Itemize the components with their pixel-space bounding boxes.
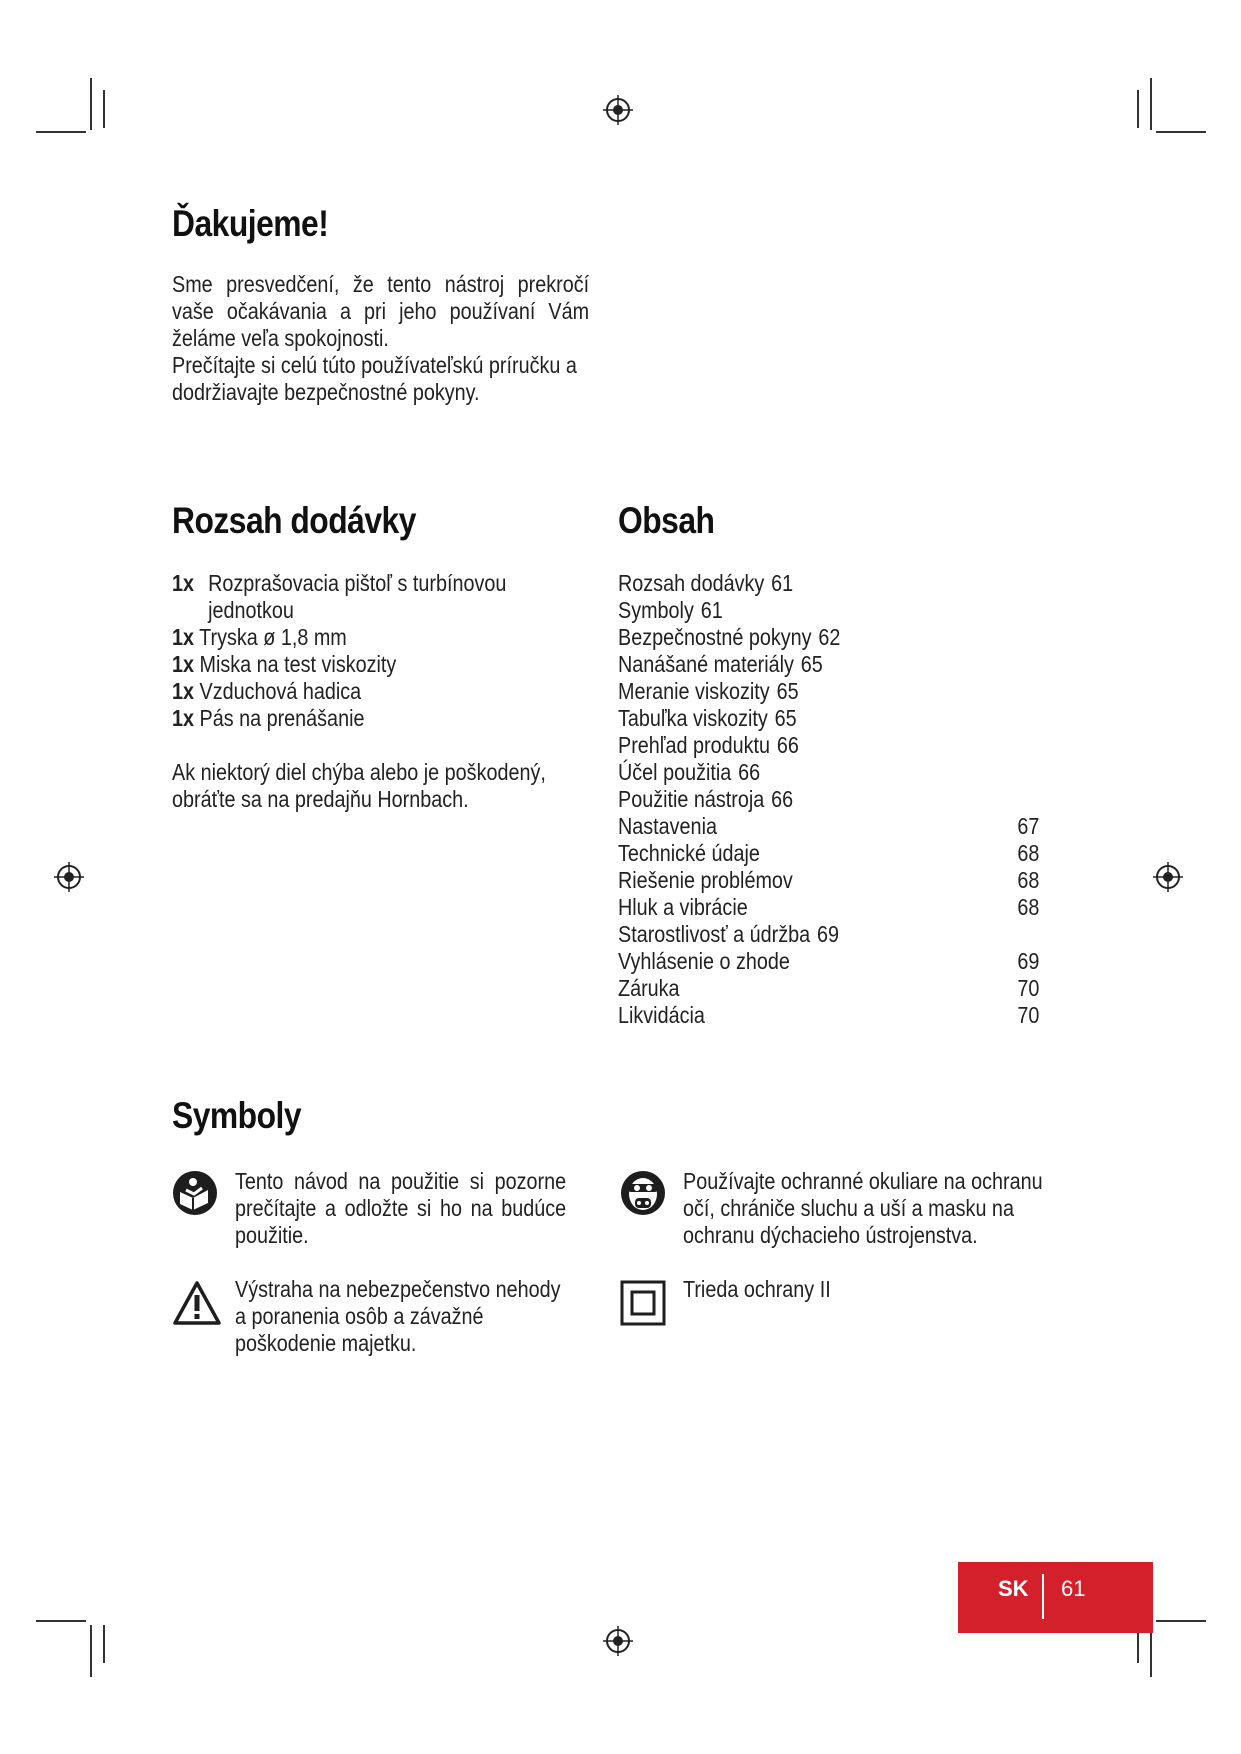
- delivery-item-text: Pás na prenášanie: [199, 705, 365, 731]
- toc-page: 66: [738, 759, 761, 785]
- toc-page: 65: [774, 705, 797, 731]
- toc-page: 69: [817, 921, 840, 947]
- thanks-paragraph: Sme presvedčení, že tento nástroj prekročí vaše očakávania a pri jeho používaní Vám želáme veľa spokojnosti.: [172, 271, 590, 351]
- delivery-qty: 1x: [172, 705, 195, 731]
- registration-mark-icon: [603, 95, 633, 125]
- toc-entry[interactable]: [618, 786, 1039, 813]
- toc-label: Riešenie problémov: [618, 867, 793, 893]
- warning-triangle-icon: [172, 1280, 222, 1326]
- toc-entry[interactable]: [618, 570, 1039, 597]
- toc-page: 70: [1017, 1002, 1040, 1028]
- read-manual-icon: [172, 1170, 218, 1216]
- toc-page: 68: [1017, 867, 1040, 893]
- delivery-item-text: Miska na test viskozity: [199, 651, 397, 677]
- thanks-text: [172, 271, 589, 406]
- delivery-qty: 1x: [172, 570, 195, 596]
- protective-gear-icon: [620, 1170, 666, 1216]
- toc-entry[interactable]: [618, 678, 1039, 705]
- toc-entry[interactable]: [618, 921, 1039, 948]
- toc-page: 61: [700, 597, 723, 623]
- delivery-item-text: Vzduchová hadica: [199, 678, 362, 704]
- toc-entry[interactable]: [618, 732, 1039, 759]
- toc-entry[interactable]: [618, 1002, 1039, 1029]
- thanks-paragraph: Prečítajte si celú túto používateľskú príručku a dodržiavajte bezpečnostné pokyny.: [172, 352, 577, 405]
- delivery-qty: 1x: [172, 651, 195, 677]
- toc-page: 65: [776, 678, 799, 704]
- toc-entry[interactable]: [618, 867, 1039, 894]
- toc-label: Likvidácia: [618, 1002, 705, 1028]
- toc-page: 70: [1017, 975, 1040, 1001]
- toc-label: Rozsah dodávky: [618, 570, 765, 596]
- delivery-list: [172, 570, 589, 813]
- registration-mark-icon: [54, 862, 84, 892]
- delivery-item-text: Tryska ø 1,8 mm: [199, 624, 347, 650]
- toc-page: 68: [1017, 840, 1040, 866]
- badge-divider: [1042, 1574, 1044, 1619]
- toc-label: Použitie nástroja: [618, 786, 765, 812]
- symbol-text: Trieda ochrany II: [683, 1276, 831, 1302]
- delivery-item: [172, 705, 589, 732]
- toc-page: 68: [1017, 894, 1040, 920]
- toc-entry[interactable]: [618, 948, 1039, 975]
- delivery-item: [172, 678, 589, 705]
- toc-label: Vyhlásenie o zhode: [618, 948, 790, 974]
- language-code: SK: [998, 1576, 1029, 1601]
- toc-page: 65: [800, 651, 823, 677]
- delivery-qty: 1x: [172, 678, 195, 704]
- toc-entry[interactable]: [618, 705, 1039, 732]
- toc-label: Hluk a vibrácie: [618, 894, 748, 920]
- toc-page: 66: [771, 786, 794, 812]
- toc-entry[interactable]: [618, 813, 1039, 840]
- contents-title: Obsah: [618, 500, 715, 541]
- registration-mark-icon: [603, 1626, 633, 1656]
- toc-page: 62: [818, 624, 841, 650]
- delivery-qty: 1x: [172, 624, 195, 650]
- toc-label: Záruka: [618, 975, 680, 1001]
- symbol-text: Používajte ochranné okuliare na ochranu očí, chrániče sluchu a uší a masku na ochranu dýchacieho ústrojenstva.: [683, 1168, 1043, 1248]
- delivery-item-text: Rozprašovacia pištoľ s turbínovou jednotkou: [208, 570, 507, 623]
- delivery-item: [172, 570, 589, 624]
- page-badge: [958, 1562, 1153, 1633]
- toc-entry[interactable]: [618, 840, 1039, 867]
- thanks-title: Ďakujeme!: [172, 203, 329, 244]
- toc-page: 67: [1017, 813, 1040, 839]
- toc-label: Tabuľka viskozity: [618, 705, 768, 731]
- symbols-title: Symboly: [172, 1095, 302, 1136]
- toc-page: 61: [771, 570, 794, 596]
- toc-entry[interactable]: [618, 624, 1039, 651]
- delivery-item: [172, 624, 589, 651]
- toc-entry[interactable]: [618, 975, 1039, 1002]
- protection-class-ii-icon: [620, 1280, 666, 1326]
- toc-label: Technické údaje: [618, 840, 760, 866]
- delivery-note: Ak niektorý diel chýba alebo je poškodený, obráťte sa na predajňu Hornbach.: [172, 759, 546, 812]
- registration-mark-icon: [1153, 862, 1183, 892]
- toc-page: 66: [776, 732, 799, 758]
- toc-entry[interactable]: [618, 597, 1039, 624]
- symbol-text: Tento návod na použitie si pozorne prečítajte a odložte si ho na budúce použitie.: [235, 1168, 567, 1248]
- toc-entry[interactable]: [618, 759, 1039, 786]
- toc-label: Nastavenia: [618, 813, 717, 839]
- toc-entry[interactable]: [618, 651, 1039, 678]
- toc-entry[interactable]: [618, 894, 1039, 921]
- toc-page: 69: [1017, 948, 1040, 974]
- toc-label: Bezpečnostné pokyny: [618, 624, 812, 650]
- delivery-item: [172, 651, 589, 678]
- page-number: 61: [1061, 1576, 1086, 1601]
- delivery-title: Rozsah dodávky: [172, 500, 416, 541]
- symbol-text: Výstraha na nebezpečenstvo nehody a poranenia osôb a závažné poškodenie majetku.: [235, 1276, 561, 1356]
- toc-label: Starostlivosť a údržba: [618, 921, 811, 947]
- toc-label: Účel použitia: [618, 759, 732, 785]
- toc-label: Meranie viskozity: [618, 678, 770, 704]
- toc-label: Nanášané materiály: [618, 651, 794, 677]
- toc-label: Symboly: [618, 597, 694, 623]
- toc-label: Prehľad produktu: [618, 732, 771, 758]
- contents-list: [618, 570, 1039, 1029]
